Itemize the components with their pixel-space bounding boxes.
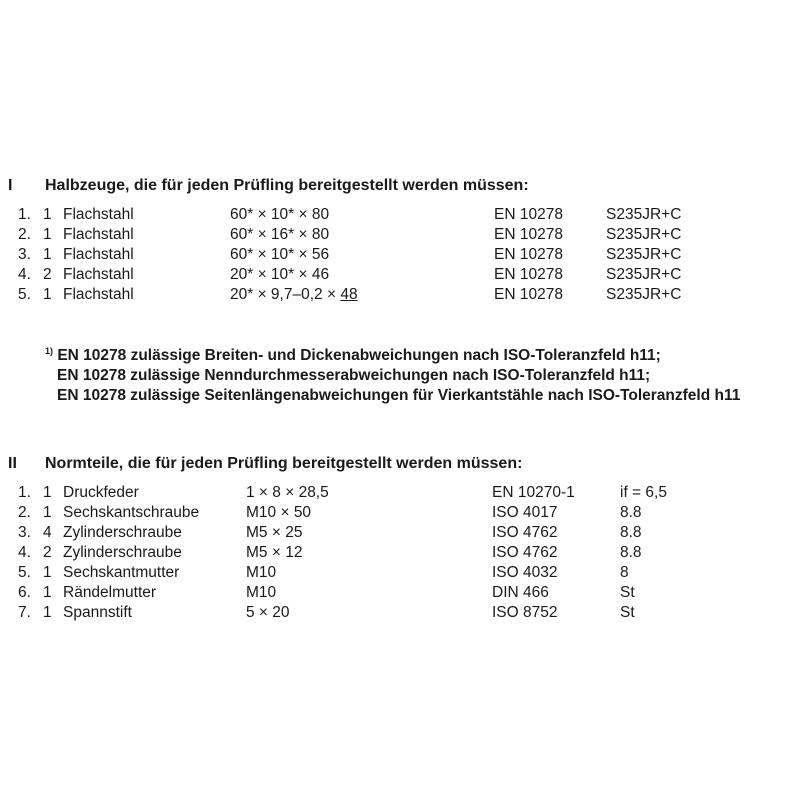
item-name: Flachstahl (63, 226, 134, 243)
item-quantity: 1 (43, 604, 52, 621)
item-dimensions: 60* × 10* × 80 (230, 206, 330, 223)
section-2-title: Normteile, die für jeden Prüfling bereitgestellt werden müssen: (45, 455, 523, 472)
item-name: Sechskantschraube (63, 504, 200, 521)
item-material: S235JR+C (606, 266, 682, 283)
item-quantity: 1 (43, 504, 52, 521)
item-index: 4. (18, 544, 31, 561)
list-item (0, 484, 800, 504)
item-material: St (620, 584, 635, 601)
list-item (0, 226, 800, 246)
item-standard: EN 10270-1 (492, 484, 575, 501)
item-quantity: 1 (43, 584, 52, 601)
item-standard: ISO 4017 (492, 504, 558, 521)
item-name: Flachstahl (63, 266, 134, 283)
item-dimensions: M10 (246, 564, 277, 581)
item-index: 1. (18, 484, 31, 501)
section-1-title: Halbzeuge, die für jeden Prüfling bereitgestellt werden müssen: (45, 177, 529, 194)
footnote-text-1: EN 10278 zulässige Breiten- und Dickenabweichungen nach ISO-Toleranzfeld h11; (57, 347, 661, 365)
item-dimensions: M10 × 50 (246, 504, 312, 521)
item-material: 8.8 (620, 544, 642, 561)
item-material: S235JR+C (606, 226, 682, 243)
item-standard: DIN 466 (492, 584, 549, 601)
item-index: 3. (18, 524, 31, 541)
list-item (0, 564, 800, 584)
item-material: if = 6,5 (620, 484, 667, 501)
item-dimensions-main: 20* × 9,7–0,2 × (230, 286, 341, 303)
item-material: 8.8 (620, 504, 642, 521)
list-item (0, 206, 800, 226)
item-name: Rändelmutter (63, 584, 157, 601)
footnote-line-1 (45, 346, 661, 365)
item-quantity: 2 (43, 544, 52, 561)
item-material: St (620, 604, 635, 621)
item-name: Flachstahl (63, 246, 134, 263)
item-name: Zylinderschraube (63, 544, 182, 561)
section-1-number: I (8, 177, 13, 194)
item-standard: ISO 8752 (492, 604, 558, 621)
item-quantity: 1 (43, 564, 52, 581)
list-item (0, 504, 800, 524)
item-index: 5. (18, 286, 31, 303)
item-name: Druckfeder (63, 484, 139, 501)
list-item (0, 246, 800, 266)
item-name: Flachstahl (63, 286, 134, 303)
item-dimensions: 60* × 16* × 80 (230, 226, 330, 243)
item-name: Flachstahl (63, 206, 134, 223)
item-dimensions: M5 × 12 (246, 544, 303, 561)
item-standard: EN 10278 (494, 206, 563, 223)
footnote-line-3: EN 10278 zulässige Seitenlängenabweichungen für Vierkantstähle nach ISO-Toleranzfeld h11 (57, 387, 741, 404)
item-index: 2. (18, 504, 31, 521)
item-standard: ISO 4032 (492, 564, 558, 581)
item-standard: EN 10278 (494, 246, 563, 263)
item-name: Sechskantmutter (63, 564, 180, 581)
item-index: 4. (18, 266, 31, 283)
list-item (0, 584, 800, 604)
item-dimensions-underlined: 48 (340, 286, 358, 303)
item-index: 6. (18, 584, 31, 601)
item-index: 7. (18, 604, 31, 621)
item-dimensions: 60* × 10* × 56 (230, 246, 330, 263)
item-index: 3. (18, 246, 31, 263)
item-quantity: 1 (43, 246, 52, 263)
item-material: 8 (620, 564, 629, 581)
list-item (0, 604, 800, 624)
item-standard: EN 10278 (494, 226, 563, 243)
item-material: 8.8 (620, 524, 642, 541)
list-item (0, 266, 800, 286)
item-dimensions: M5 × 25 (246, 524, 303, 541)
item-quantity: 1 (43, 206, 52, 223)
item-name: Zylinderschraube (63, 524, 182, 541)
footnote-marker: 1) (45, 346, 54, 356)
item-index: 2. (18, 226, 31, 243)
item-quantity: 1 (43, 484, 52, 501)
item-quantity: 1 (43, 286, 52, 303)
list-item (0, 286, 800, 306)
list-item (0, 544, 800, 564)
item-standard: ISO 4762 (492, 544, 558, 561)
item-quantity: 2 (43, 266, 52, 283)
item-standard: ISO 4762 (492, 524, 558, 541)
item-dimensions (230, 286, 358, 304)
item-dimensions: 5 × 20 (246, 604, 290, 621)
list-item (0, 524, 800, 544)
item-quantity: 4 (43, 524, 52, 541)
section-2-number: II (8, 455, 17, 472)
item-name: Spannstift (63, 604, 132, 621)
item-material: S235JR+C (606, 246, 682, 263)
item-index: 1. (18, 206, 31, 223)
item-material: S235JR+C (606, 286, 682, 303)
item-dimensions: M10 (246, 584, 277, 601)
item-material: S235JR+C (606, 206, 682, 223)
item-dimensions: 1 × 8 × 28,5 (246, 484, 329, 501)
item-quantity: 1 (43, 226, 52, 243)
item-dimensions: 20* × 10* × 46 (230, 266, 330, 283)
item-index: 5. (18, 564, 31, 581)
item-standard: EN 10278 (494, 266, 563, 283)
footnote-line-2: EN 10278 zulässige Nenndurchmesserabweichungen nach ISO-Toleranzfeld h11; (57, 367, 651, 384)
item-standard: EN 10278 (494, 286, 563, 303)
